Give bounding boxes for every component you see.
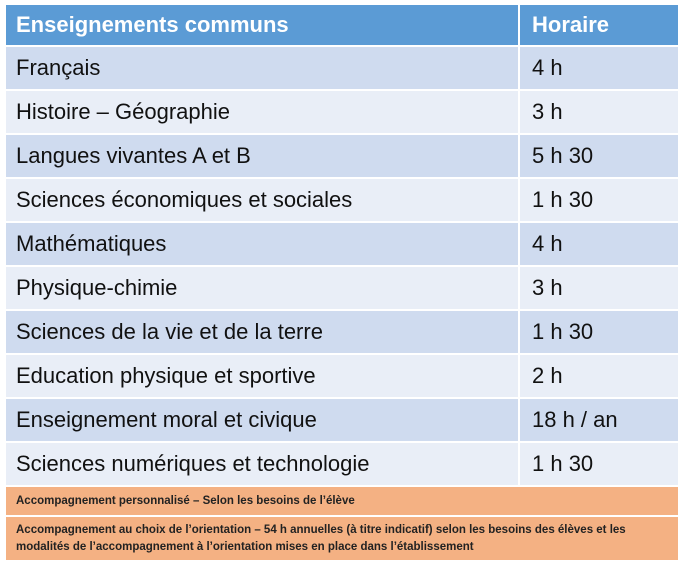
table-header-row [6, 5, 678, 47]
hours-cell: 18 h / an [532, 407, 618, 432]
subject-cell: Physique-chimie [6, 267, 520, 309]
table-row [6, 399, 678, 443]
subject-cell: Education physique et sportive [6, 355, 520, 397]
note-accompagnement-orientation: Accompagnement au choix de l’orientation – 54 h annuelles (à titre indicatif) selon les besoins des élèves et les modalités de l’accompagnement à l’orientation mises en place dans l’établissement [6, 517, 678, 562]
hours-cell: 1 h 30 [532, 187, 594, 212]
subject-cell: Histoire – Géographie [6, 91, 520, 133]
table-row [6, 311, 678, 355]
hours-cell: 3 h [532, 99, 563, 124]
subject-cell: Mathématiques [6, 223, 520, 265]
subject-cell: Sciences économiques et sociales [6, 179, 520, 221]
table-row [6, 267, 678, 311]
table-row [6, 47, 678, 91]
hours-cell: 5 h 30 [532, 143, 594, 168]
header-subject: Enseignements communs [6, 5, 520, 45]
subject-cell: Langues vivantes A et B [6, 135, 520, 177]
table-row [6, 91, 678, 135]
note-accompagnement-personnalise: Accompagnement personnalisé – Selon les besoins de l’élève [6, 487, 678, 517]
subject-cell: Français [6, 47, 520, 89]
header-hours: Horaire [532, 12, 610, 37]
subject-cell: Sciences de la vie et de la terre [6, 311, 520, 353]
hours-cell: 4 h [532, 231, 563, 256]
table-row [6, 223, 678, 267]
subject-cell: Enseignement moral et civique [6, 399, 520, 441]
subject-cell: Sciences numériques et technologie [6, 443, 520, 485]
hours-cell: 2 h [532, 363, 563, 388]
table-row [6, 179, 678, 223]
hours-cell: 3 h [532, 275, 563, 300]
hours-cell: 4 h [532, 55, 563, 80]
schedule-table [6, 5, 678, 562]
hours-cell: 1 h 30 [532, 319, 594, 344]
table-row [6, 355, 678, 399]
table-row [6, 443, 678, 487]
table-row [6, 135, 678, 179]
hours-cell: 1 h 30 [532, 451, 594, 476]
